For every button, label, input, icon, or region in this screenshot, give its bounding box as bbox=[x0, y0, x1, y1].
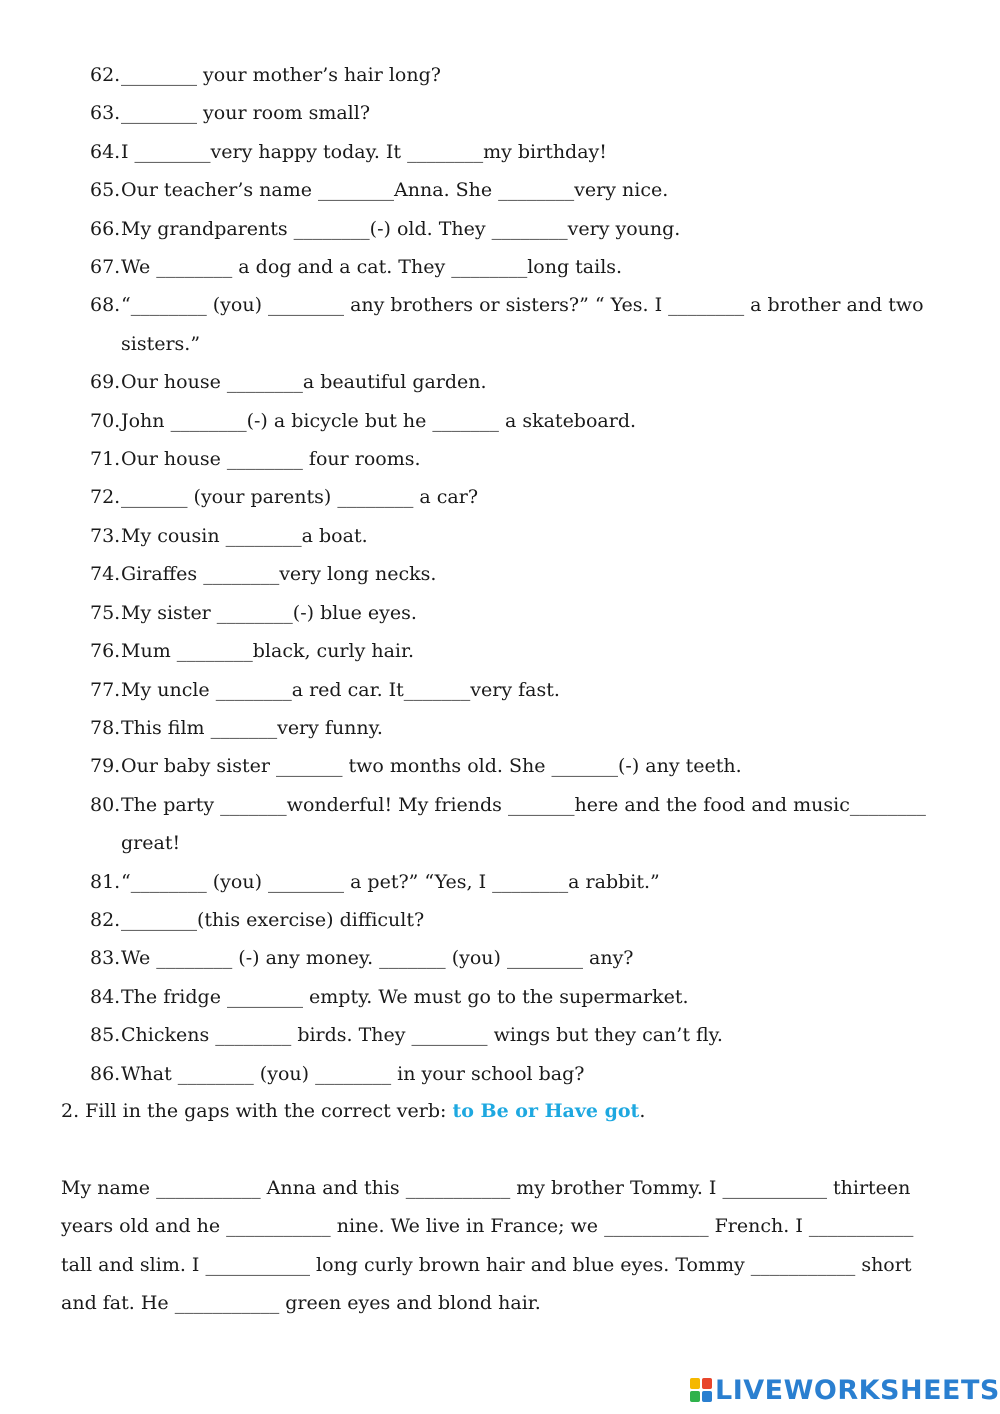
item-number: 82. bbox=[90, 908, 121, 931]
item-text: What ________ (you) ________ in your school bag? bbox=[121, 1062, 585, 1085]
item-text: The party _______wonderful! My friends _______here and the food and music________ great! bbox=[121, 793, 926, 855]
exercise-item bbox=[90, 402, 950, 440]
logo-text: LIVEWORKSHEETS bbox=[715, 1374, 1000, 1406]
item-text: The fridge ________ empty. We must go to the supermarket. bbox=[121, 985, 689, 1008]
exercise-item bbox=[90, 747, 950, 785]
exercise-item bbox=[90, 133, 950, 171]
item-number: 75. bbox=[90, 601, 121, 624]
item-text: John ________(-) a bicycle but he _______ a skateboard. bbox=[121, 409, 637, 432]
exercise-item bbox=[90, 56, 950, 94]
item-text: ________ your room small? bbox=[121, 102, 371, 125]
item-text: Our house ________ four rooms. bbox=[121, 448, 421, 471]
exercise-item bbox=[90, 286, 950, 363]
item-number: 74. bbox=[90, 563, 121, 586]
item-text: ________(this exercise) difficult? bbox=[121, 908, 425, 931]
exercise-item bbox=[90, 786, 950, 863]
fill-in-passage: My name ___________ Anna and this ___________ my brother Tommy. I ___________ thirteen years old and he ___________ nine. We live in France; we ___________ French. I ___________ tall and slim. I ___________ long curly brown hair and blue eyes. Tommy ___________ short and fat. He ___________ green eyes and blond hair. bbox=[61, 1177, 914, 1315]
exercise-item bbox=[90, 94, 950, 132]
item-text: My cousin ________a boat. bbox=[121, 524, 368, 547]
item-number: 73. bbox=[90, 524, 121, 547]
item-text: Mum ________black, curly hair. bbox=[121, 640, 415, 663]
item-number: 63. bbox=[90, 102, 121, 125]
exercise-item bbox=[90, 555, 950, 593]
item-text: “________ (you) ________ a pet?” “Yes, I ________a rabbit.” bbox=[121, 870, 660, 893]
instruction-highlight: to Be or Have got bbox=[452, 1100, 640, 1122]
exercise-item bbox=[90, 440, 950, 478]
item-number: 67. bbox=[90, 256, 121, 279]
item-number: 71. bbox=[90, 448, 121, 471]
instruction-suffix: . bbox=[639, 1100, 646, 1122]
exercise-item bbox=[90, 594, 950, 632]
item-number: 64. bbox=[90, 140, 121, 163]
item-number: 81. bbox=[90, 870, 121, 893]
section-2-instruction bbox=[61, 1092, 645, 1130]
item-text: Our house ________a beautiful garden. bbox=[121, 371, 487, 394]
item-number: 70. bbox=[90, 409, 121, 432]
exercise-item bbox=[90, 171, 950, 209]
item-number: 62. bbox=[90, 64, 121, 86]
item-number: 86. bbox=[90, 1062, 121, 1085]
item-number: 66. bbox=[90, 217, 121, 240]
item-number: 77. bbox=[90, 678, 121, 701]
item-text: “________ (you) ________ any brothers or sisters?” “ Yes. I ________ a brother and two sisters.” bbox=[121, 294, 924, 355]
item-number: 83. bbox=[90, 947, 121, 970]
exercise-item bbox=[90, 210, 950, 248]
item-text: Giraffes ________very long necks. bbox=[121, 563, 437, 586]
exercise-item bbox=[90, 671, 950, 709]
item-text: This film _______very funny. bbox=[121, 716, 383, 739]
exercise-item bbox=[90, 863, 950, 901]
item-text: My uncle ________a red car. It_______very fast. bbox=[121, 678, 560, 701]
item-text: We ________ a dog and a cat. They ________long tails. bbox=[121, 256, 623, 279]
exercise-item bbox=[90, 632, 950, 670]
exercise-item bbox=[90, 248, 950, 286]
liveworksheets-logo-icon bbox=[690, 1378, 712, 1402]
exercise-item bbox=[90, 478, 950, 516]
exercise-item bbox=[90, 939, 950, 977]
exercise-item bbox=[90, 901, 950, 939]
item-number: 78. bbox=[90, 716, 121, 739]
item-number: 72. bbox=[90, 486, 121, 509]
item-text: _______ (your parents) ________ a car? bbox=[121, 486, 479, 509]
item-number: 84. bbox=[90, 985, 121, 1008]
item-text: Our baby sister _______ two months old. She _______(-) any teeth. bbox=[121, 755, 742, 778]
item-text: We ________ (-) any money. _______ (you) ________ any? bbox=[121, 947, 634, 970]
item-number: 65. bbox=[90, 179, 121, 202]
exercise-item bbox=[90, 1016, 950, 1054]
exercise-list bbox=[90, 56, 950, 1093]
item-text: Our teacher’s name ________Anna. She ________very nice. bbox=[121, 179, 669, 202]
item-number: 80. bbox=[90, 793, 121, 816]
exercise-item bbox=[90, 363, 950, 401]
item-number: 85. bbox=[90, 1024, 121, 1047]
item-text: I ________very happy today. It ________my birthday! bbox=[121, 140, 607, 163]
item-text: ________ your mother’s hair long? bbox=[121, 64, 441, 86]
exercise-item bbox=[90, 1055, 950, 1093]
exercise-item bbox=[90, 517, 950, 555]
item-number: 79. bbox=[90, 755, 121, 778]
instruction-prefix: 2. Fill in the gaps with the correct verb: bbox=[61, 1100, 453, 1122]
item-number: 76. bbox=[90, 640, 121, 663]
liveworksheets-logo[interactable] bbox=[690, 1373, 1000, 1407]
item-number: 69. bbox=[90, 371, 121, 394]
item-text: My grandparents ________(-) old. They ________very young. bbox=[121, 217, 681, 240]
item-number: 68. bbox=[90, 294, 121, 317]
exercise-item bbox=[90, 709, 950, 747]
item-text: Chickens ________ birds. They ________ wings but they can’t fly. bbox=[121, 1024, 723, 1047]
exercise-item bbox=[90, 978, 950, 1016]
item-text: My sister ________(-) blue eyes. bbox=[121, 601, 417, 624]
